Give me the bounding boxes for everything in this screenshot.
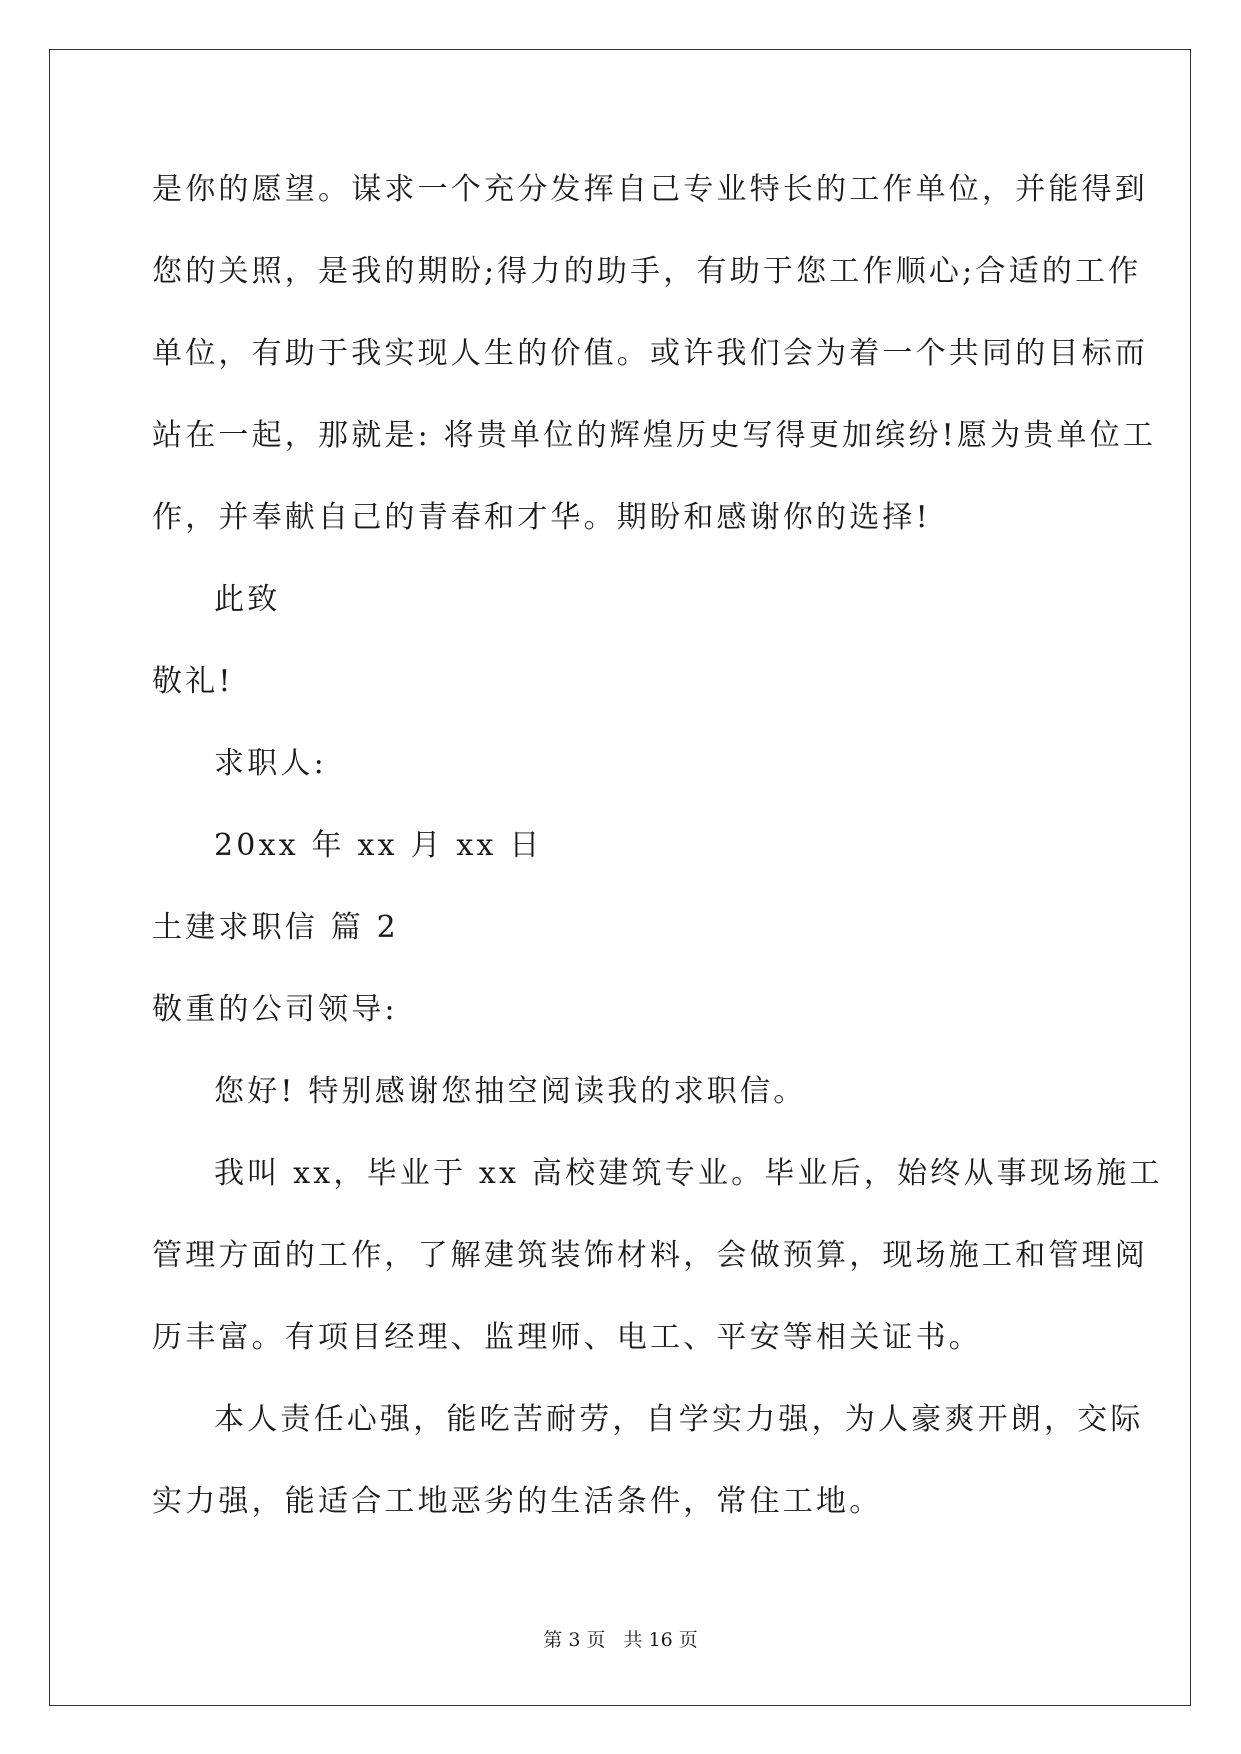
body-line: 单位，有助于我实现人生的价值。或许我们会为着一个共同的目标而 — [152, 336, 1148, 371]
letter-date: 20xx 年 xx 月 xx 日 — [214, 828, 543, 863]
page-number-total: 共 16 页 — [623, 1629, 698, 1651]
paragraph-line: 实力强，能适合工地恶劣的生活条件，常住工地。 — [152, 1484, 883, 1519]
closing-ci-zhi: 此致 — [214, 582, 281, 617]
page-footer — [0, 1628, 1241, 1652]
paragraph-line: 管理方面的工作，了解建筑装饰材料，会做预算，现场施工和管理阅 — [152, 1238, 1148, 1273]
body-line: 您的关照，是我的期盼;得力的助手，有助于您工作顺心;合适的工作 — [152, 254, 1142, 289]
body-line: 作，并奉献自己的青春和才华。期盼和感谢你的选择! — [152, 500, 931, 535]
closing-jing-li: 敬礼! — [152, 664, 234, 699]
page-number-current: 第 3 页 — [543, 1629, 606, 1651]
greeting: 您好! 特别感谢您抽空阅读我的求职信。 — [214, 1074, 807, 1109]
body-line: 是你的愿望。谋求一个充分发挥自己专业特长的工作单位，并能得到 — [152, 172, 1148, 207]
body-line: 站在一起，那就是: 将贵单位的辉煌历史写得更加缤纷!愿为贵单位工 — [152, 418, 1157, 453]
document-body — [152, 160, 1163, 1554]
section-title: 土建求职信 篇 2 — [152, 910, 399, 945]
signature-label: 求职人: — [214, 746, 327, 781]
salutation: 敬重的公司领导: — [152, 992, 398, 1027]
paragraph-line: 历丰富。有项目经理、监理师、电工、平安等相关证书。 — [152, 1320, 982, 1355]
paragraph-line: 本人责任心强，能吃苦耐劳，自学实力强，为人豪爽开朗，交际 — [214, 1402, 1144, 1437]
paragraph-line: 我叫 xx，毕业于 xx 高校建筑专业。毕业后，始终从事现场施工 — [214, 1156, 1163, 1191]
